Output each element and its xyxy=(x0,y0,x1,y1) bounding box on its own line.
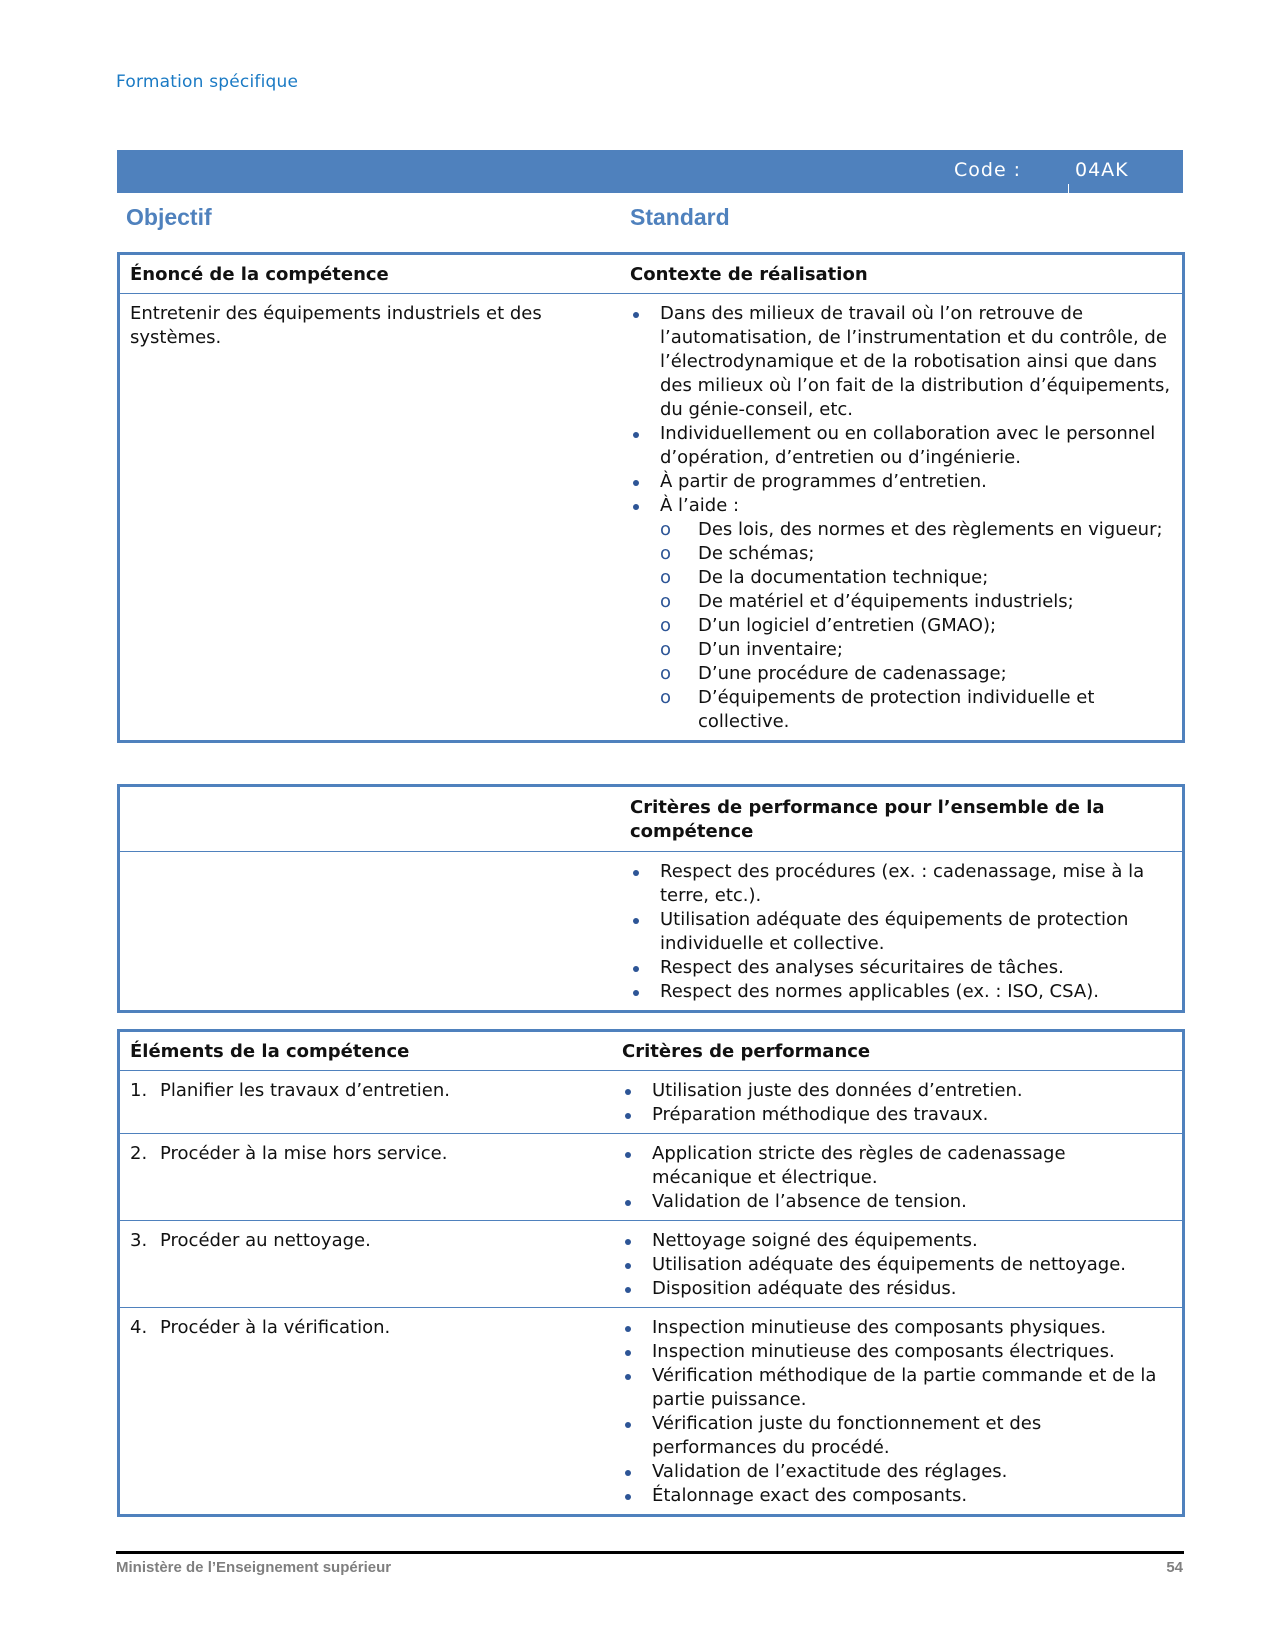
code-divider xyxy=(1068,184,1069,193)
element-cell xyxy=(120,1221,612,1307)
list-item: Utilisation juste des données d’entretien. xyxy=(622,1079,1172,1103)
code-banner xyxy=(117,150,1183,193)
element-cell xyxy=(120,1134,612,1220)
list-item: Validation de l’exactitude des réglages. xyxy=(622,1460,1172,1484)
list-item: Disposition adéquate des résidus. xyxy=(622,1277,1172,1301)
list-item: Vérification méthodique de la partie commande et de la partie puissance. xyxy=(622,1364,1172,1412)
context-header: Contexte de réalisation xyxy=(630,264,868,285)
list-item: À partir de programmes d’entretien. xyxy=(630,470,1172,494)
global-criteria-header: Critères de performance pour l’ensemble de la compétence xyxy=(630,797,1105,842)
competence-statement: Entretenir des équipements industriels et des systèmes. xyxy=(130,303,542,348)
list-item: Utilisation adéquate des équipements de protection individuelle et collective. xyxy=(630,908,1172,956)
context-list xyxy=(630,302,1172,734)
sublist-item: o Des lois, des normes et des règlements en vigueur; xyxy=(660,518,1172,542)
list-item: Étalonnage exact des composants. xyxy=(622,1484,1172,1508)
code-value: 04AK xyxy=(1075,159,1129,181)
table-row xyxy=(120,1071,1182,1134)
criteria-header: Critères de performance xyxy=(622,1041,871,1062)
standard-title: Standard xyxy=(630,204,730,230)
sublist-item: o D’équipements de protection individuelle et collective. xyxy=(660,686,1172,734)
table-header-row xyxy=(120,1032,1182,1071)
sublist-item: o D’un logiciel d’entretien (GMAO); xyxy=(660,614,1172,638)
statement-header: Énoncé de la compétence xyxy=(130,264,389,285)
criteria-list xyxy=(622,1142,1102,1214)
element-text: Procéder à la vérification. xyxy=(160,1317,391,1338)
list-item: Respect des analyses sécuritaires de tâches. xyxy=(630,956,1172,980)
tools-sublist xyxy=(660,518,1172,734)
sublist-item: o D’un inventaire; xyxy=(660,638,1172,662)
table-row xyxy=(120,1308,1182,1514)
element-text: Procéder à la mise hors service. xyxy=(160,1143,448,1164)
global-criteria-cell xyxy=(620,852,1182,1010)
table-row xyxy=(120,852,1182,1010)
list-item: Dans des milieux de travail où l’on retrouve de l’automatisation, de l’instrumentation et du contrôle, de l’électrodynamique et de la robotisation ainsi que dans des milieux où l’on fait de la distribution d’équipements, du génie-conseil, etc. xyxy=(630,302,1172,422)
criteria-list xyxy=(622,1316,1172,1508)
list-item: Application stricte des règles de cadenassage mécanique et électrique. xyxy=(622,1142,1102,1190)
sublist-item: o De schémas; xyxy=(660,542,1172,566)
elements-header: Éléments de la compétence xyxy=(130,1041,410,1062)
element-text: Procéder au nettoyage. xyxy=(160,1230,371,1251)
element-cell xyxy=(120,1071,612,1133)
criteria-cell xyxy=(612,1134,1182,1220)
sublist-item: o D’une procédure de cadenassage; xyxy=(660,662,1172,686)
criteria-cell xyxy=(612,1308,1182,1514)
code-label: Code : xyxy=(954,159,1022,181)
objectif-title: Objectif xyxy=(126,204,212,230)
global-criteria-list xyxy=(630,860,1172,1004)
list-item: Vérification juste du fonctionnement et des performances du procédé. xyxy=(622,1412,1172,1460)
table-header-row xyxy=(120,787,1182,852)
competence-context-table xyxy=(117,252,1185,743)
element-text: Planifier les travaux d’entretien. xyxy=(160,1080,450,1101)
table-header-row xyxy=(120,255,1182,294)
elements-criteria-table xyxy=(117,1029,1185,1517)
list-item: Respect des normes applicables (ex. : ISO, CSA). xyxy=(630,980,1172,1004)
list-item-label: À l’aide : xyxy=(660,495,740,516)
list-item: Inspection minutieuse des composants physiques. xyxy=(622,1316,1172,1340)
page-number: 54 xyxy=(1166,1559,1183,1576)
list-item: Validation de l’absence de tension. xyxy=(622,1190,1102,1214)
footer-publisher: Ministère de l’Enseignement supérieur xyxy=(116,1559,392,1576)
running-header-title: Formation spécifique xyxy=(116,72,299,92)
empty-cell xyxy=(120,787,620,851)
list-item: Individuellement ou en collaboration avec le personnel d’opération, d’entretien ou d’ingénierie. xyxy=(630,422,1172,470)
list-item: Respect des procédures (ex. : cadenassage, mise à la terre, etc.). xyxy=(630,860,1172,908)
element-number: 3. xyxy=(130,1230,148,1251)
table-row xyxy=(120,1134,1182,1221)
sublist-item: o De la documentation technique; xyxy=(660,566,1172,590)
table-row xyxy=(120,1221,1182,1308)
element-number: 4. xyxy=(130,1317,148,1338)
criteria-list xyxy=(622,1079,1172,1127)
list-item: Préparation méthodique des travaux. xyxy=(622,1103,1172,1127)
footer-rule xyxy=(116,1551,1184,1554)
element-cell xyxy=(120,1308,612,1514)
list-item xyxy=(630,494,1172,734)
list-item: Nettoyage soigné des équipements. xyxy=(622,1229,1172,1253)
criteria-cell xyxy=(612,1071,1182,1133)
table-row xyxy=(120,294,1182,740)
context-cell xyxy=(620,294,1182,740)
global-criteria-table xyxy=(117,784,1185,1013)
element-number: 1. xyxy=(130,1080,148,1101)
criteria-list xyxy=(622,1229,1172,1301)
list-item: Utilisation adéquate des équipements de nettoyage. xyxy=(622,1253,1172,1277)
criteria-cell xyxy=(612,1221,1182,1307)
sublist-item: o De matériel et d’équipements industriels; xyxy=(660,590,1172,614)
list-item: Inspection minutieuse des composants électriques. xyxy=(622,1340,1172,1364)
element-number: 2. xyxy=(130,1143,148,1164)
empty-cell xyxy=(120,852,620,1010)
